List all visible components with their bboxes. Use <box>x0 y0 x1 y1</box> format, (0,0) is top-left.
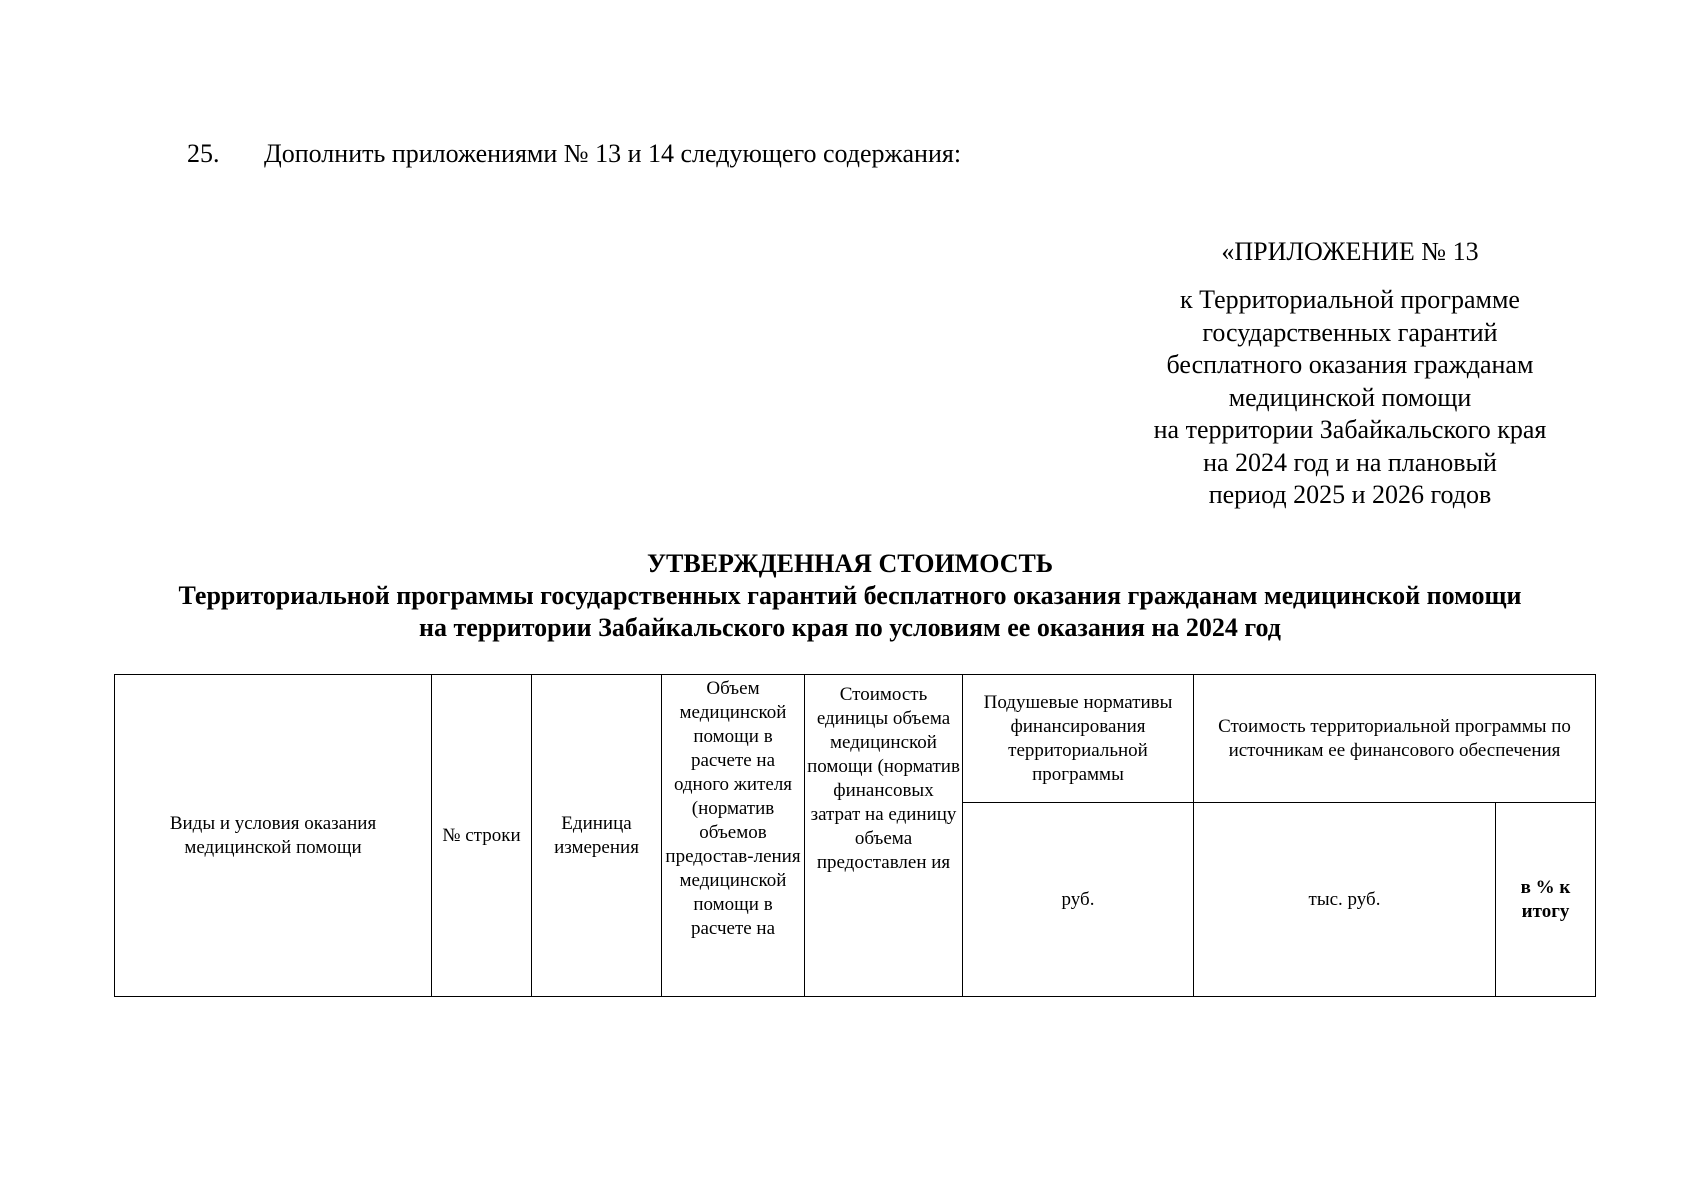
title-line-2: Территориальной программы государственных гарантий бесплатного оказания гражданам медицинской помощи <box>178 581 1522 610</box>
appendix-line: на 2024 год и на плановый <box>1203 447 1497 477</box>
list-item-25 <box>187 138 961 170</box>
appendix-line: государственных гарантий <box>1202 317 1498 347</box>
title-line-1: УТВЕРЖДЕННАЯ СТОИМОСТЬ <box>646 549 1054 578</box>
title-line-3: на территории Забайкальского края по условиям ее оказания на 2024 год <box>419 613 1281 642</box>
item-text: Дополнить приложениями № 13 и 14 следующего содержания: <box>264 139 962 168</box>
appendix-line: период 2025 и 2026 годов <box>1208 480 1492 509</box>
item-number: 25. <box>187 139 220 168</box>
header-cost-unit <box>805 675 963 997</box>
subheader-rub: руб. <box>963 803 1194 997</box>
header-volume-text: Объем медицинской помощи в расчете на одного жителя (норматив объемов предостав-ления медицинской помощи в расчете на <box>665 677 801 939</box>
appendix-line: бесплатного оказания гражданам <box>1166 350 1534 379</box>
subheader-thousand-rub: тыс. руб. <box>1194 803 1496 997</box>
appendix-line: медицинской помощи <box>1228 382 1472 412</box>
header-program-cost: Стоимость территориальной программы по источникам ее финансового обеспечения <box>1194 675 1596 803</box>
header-types: Виды и условия оказания медицинской помощи <box>115 675 432 997</box>
header-per-capita: Подушевые нормативы финансирования территориальной программы <box>963 675 1194 803</box>
header-row-number: № строки <box>432 675 532 997</box>
appendix-reference <box>1110 284 1590 512</box>
appendix-title: «ПРИЛОЖЕНИЕ № 13 <box>1221 237 1479 266</box>
document-title <box>100 548 1600 644</box>
appendix-line: к Территориальной программе <box>1180 285 1520 314</box>
header-unit: Единица измерения <box>532 675 662 997</box>
header-cost-unit-text: Стоимость единицы объема медицинской помощи (норматив финансовых затрат на единицу объема предоставлен ия <box>807 683 960 873</box>
subheader-percent: в % к итогу <box>1496 803 1596 997</box>
appendix-line: на территории Забайкальского края <box>1153 415 1547 444</box>
cost-table <box>114 674 1596 997</box>
header-volume <box>662 675 805 997</box>
